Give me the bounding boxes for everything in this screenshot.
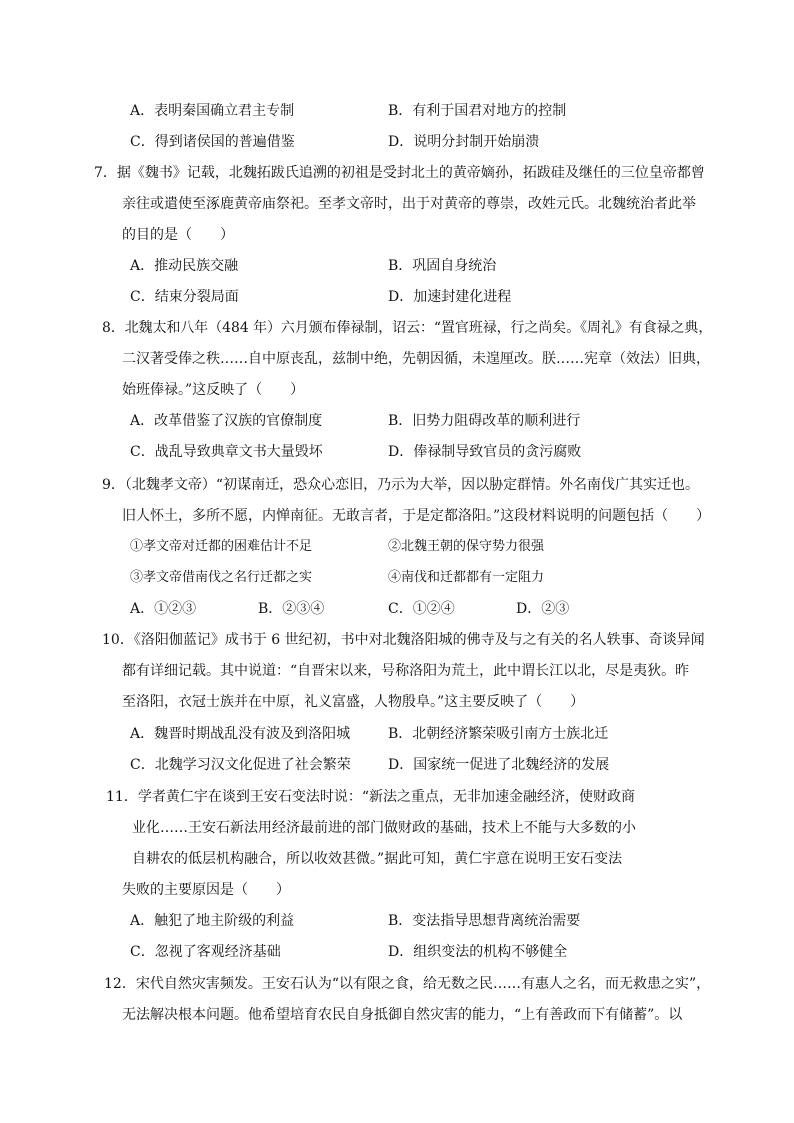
q12-stem-line: 无法解决根本问题。他希望培育农民自身抵御自然灾害的能力，“上有善政而下有储蓄”。以 <box>122 1007 683 1023</box>
q9-option-b: B．②③④ <box>258 601 325 617</box>
q11-option-a: A．触犯了地主阶级的利益 <box>130 913 295 929</box>
q10-stem-line: 都有详细记载。其中说道：“自晋宋以来，号称洛阳为荒土，此中谓长江以北，尽是夷狄。昨 <box>122 663 690 679</box>
q6-option-a: A．表明秦国确立君主专制 <box>130 103 295 119</box>
q9-statement-4: ④南伐和迁都都有一定阻力 <box>388 570 545 585</box>
q8-option-c: C．战乱导致典章文书大量毁坏 <box>130 444 323 460</box>
q10-stem-line: 至洛阳，衣冠士族并在中原，礼义富盛，人物殷阜。”这主要反映了（ ） <box>122 694 585 710</box>
q7-option-d: D．加速封建化进程 <box>388 289 512 305</box>
q10-stem-line: 10．《洛阳伽蓝记》成书于 6 世纪初，书中对北魏洛阳城的佛寺及与之有关的名人轶事、奇谈异闻 <box>102 632 705 648</box>
q10-option-a: A．魏晋时期战乱没有波及到洛阳城 <box>130 726 351 742</box>
q7-option-b: B．巩固自身统治 <box>388 258 497 274</box>
q6-option-d: D．说明分封制开始崩溃 <box>388 134 540 150</box>
q11-stem-line: 失败的主要原因是（ ） <box>122 882 290 898</box>
q8-stem-line: 始班俸禄。”这反映了（ ） <box>122 382 305 398</box>
q9-statement-1: ①孝文帝对迁都的困难估计不足 <box>130 539 313 554</box>
q9-stem-line: 旧人怀土，多所不愿，内惮南征。无敢言者，于是定都洛阳。”这段材料说明的问题包括（ ） <box>122 508 711 524</box>
q7-option-a: A．推动民族交融 <box>130 258 239 274</box>
q11-stem-line: 业化……王安石新法用经济最前进的部门做财政的基础，技术上不能与大多数的小 <box>132 820 636 836</box>
q9-option-c: C．①②④ <box>388 601 455 617</box>
q8-option-b: B．旧势力阻碍改革的顺利进行 <box>388 413 581 429</box>
q6-option-b: B．有利于国君对地方的控制 <box>388 103 567 119</box>
q9-stem-line: 9．（北魏孝文帝）“初谋南迁，恐众心恋旧，乃示为大举，因以胁定群情。外名南伐广其实迁也。 <box>102 477 700 493</box>
q8-option-d: D．俸禄制导致官员的贪污腐败 <box>388 444 582 460</box>
q12-stem-line: 12．宋代自然灾害频发。王安石认为“以有限之食，给无数之民……有惠人之名，而无救患之实”， <box>104 976 711 992</box>
q11-option-b: B．变法指导思想背离统治需要 <box>388 913 581 929</box>
q10-option-d: D．国家统一促进了北魏经济的发展 <box>388 757 610 773</box>
q11-option-c: C．忽视了客观经济基础 <box>130 944 281 960</box>
q11-stem-line: 自耕农的低层机构融合，所以收效甚微。”据此可知，黄仁宇意在说明王安石变法 <box>132 851 623 867</box>
q7-stem-line: 亲往或遣使至涿鹿黄帝庙祭祀。至孝文帝时，出于对黄帝的尊崇，改姓元氏。北魏统治者此举 <box>122 196 696 212</box>
q10-option-b: B．北朝经济繁荣吸引南方士族北迁 <box>388 726 609 742</box>
q11-option-d: D．组织变法的机构不够健全 <box>388 944 568 960</box>
q9-option-a: A．①②③ <box>130 601 197 617</box>
q7-option-c: C．结束分裂局面 <box>130 289 239 305</box>
q10-option-c: C．北魏学习汉文化促进了社会繁荣 <box>130 757 351 773</box>
q8-option-a: A．改革借鉴了汉族的官僚制度 <box>130 413 323 429</box>
q11-stem-line: 11．学者黄仁宇在谈到王安石变法时说：“新法之重点，无非加速金融经济，使财政商 <box>106 789 635 805</box>
q8-stem-line: 二汉著受俸之秩……自中原丧乱，兹制中绝，先朝因循，未遑厘改。朕……宪章（效法）旧典， <box>122 351 710 367</box>
q9-statement-2: ②北魏王朝的保守势力很强 <box>388 539 545 554</box>
q8-stem-line: 8．北魏太和八年（484 年）六月颁布俸禄制，诏云：“置官班禄，行之尚矣。《周礼》有食禄之典， <box>102 320 713 336</box>
q9-statement-3: ③孝文帝借南伐之名行迁都之实 <box>130 570 313 585</box>
q7-stem-line: 7．据《魏书》记载，北魏拓跋氏追溯的初祖是受封北土的黄帝嫡孙，拓跋硅及继任的三位皇帝都曾 <box>94 165 705 181</box>
q6-option-c: C．得到诸侯国的普遍借鉴 <box>130 134 295 150</box>
q9-option-d: D．②③ <box>516 601 570 617</box>
q7-stem-line: 的目的是（ ） <box>122 227 234 243</box>
